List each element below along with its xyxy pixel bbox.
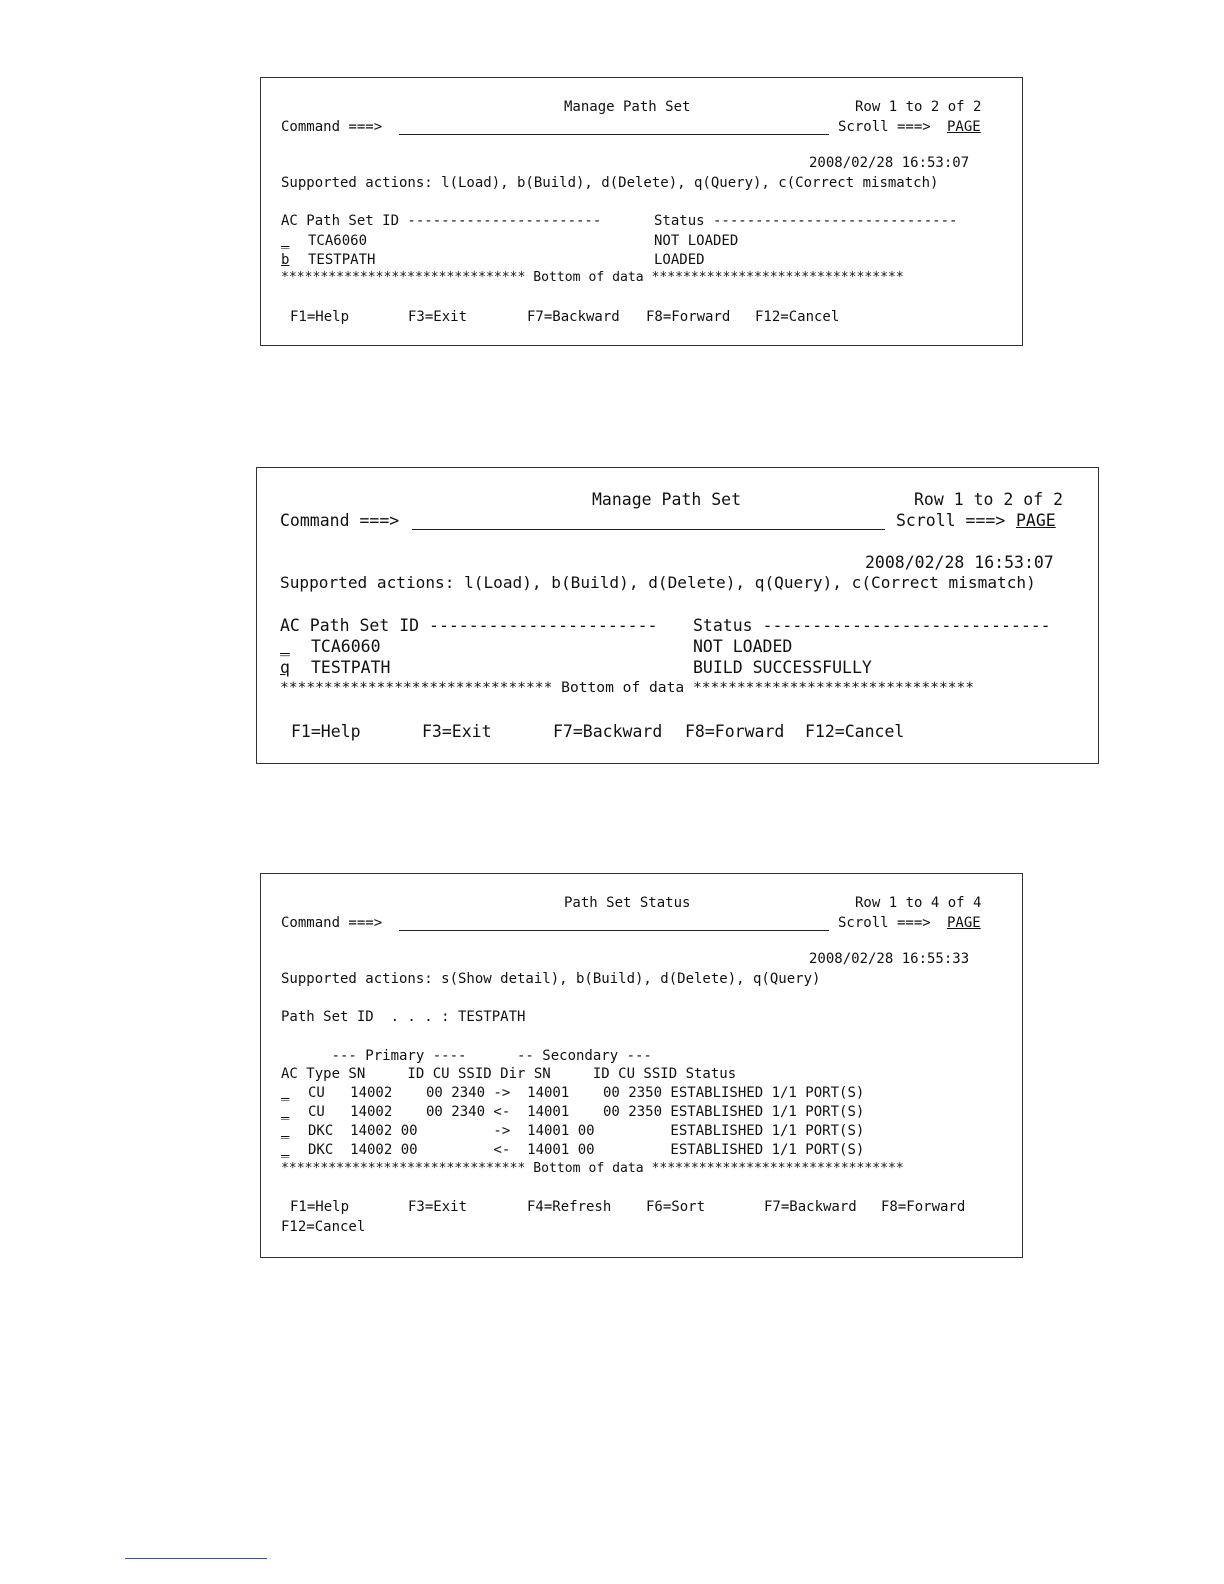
f7-backward-key[interactable]: F7=Backward: [553, 722, 663, 741]
path-set-id-label: Path Set ID . . . : TESTPATH: [281, 1009, 526, 1025]
f1-help-key[interactable]: F1=Help: [291, 722, 361, 741]
command-input[interactable]: [399, 134, 829, 135]
path-status: BUILD SUCCESSFULLY: [693, 658, 872, 677]
column-header-status: Status -----------------------------: [654, 213, 958, 229]
f12-cancel-key[interactable]: F12=Cancel: [805, 722, 905, 741]
f1-help-key[interactable]: F1=Help: [290, 1199, 350, 1215]
f8-forward-key[interactable]: F8=Forward: [685, 722, 785, 741]
path-status: LOADED: [654, 252, 705, 268]
f12-cancel-key[interactable]: F12=Cancel: [755, 309, 840, 325]
path-set-id: TCA6060: [311, 637, 381, 656]
f3-exit-key[interactable]: F3=Exit: [408, 309, 468, 325]
supported-actions: Supported actions: l(Load), b(Build), d(Delete), q(Query), c(Correct mismatch): [280, 573, 1036, 592]
timestamp: 2008/02/28 16:55:33: [809, 951, 970, 967]
path-status-row: DKC 14002 00 -> 14001 00 ESTABLISHED 1/1 PORT(S): [308, 1123, 865, 1139]
action-field[interactable]: _: [280, 637, 290, 656]
scroll-value-field[interactable]: PAGE: [947, 915, 981, 931]
action-field[interactable]: _: [281, 233, 290, 249]
f12-cancel-key[interactable]: F12=Cancel: [281, 1219, 366, 1235]
row-info: Row 1 to 4 of 4: [855, 895, 982, 911]
path-set-id: TESTPATH: [308, 252, 376, 268]
screen-title: Path Set Status: [564, 895, 691, 911]
path-status: NOT LOADED: [654, 233, 739, 249]
row-info: Row 1 to 2 of 2: [855, 99, 982, 115]
path-set-id: TESTPATH: [311, 658, 391, 677]
timestamp: 2008/02/28 16:53:07: [809, 155, 970, 171]
action-field[interactable]: b: [281, 252, 290, 268]
bottom-of-data: ******************************* Bottom of data ********************************: [280, 679, 975, 696]
manage-path-set-screen-1: [260, 77, 1023, 346]
f6-sort-key[interactable]: F6=Sort: [646, 1199, 706, 1215]
command-label: Command ===>: [280, 511, 400, 530]
action-field[interactable]: q: [280, 658, 290, 677]
action-field[interactable]: _: [281, 1104, 290, 1120]
action-field[interactable]: _: [281, 1142, 290, 1158]
screen-title: Manage Path Set: [564, 99, 691, 115]
scroll-label: Scroll ===>: [838, 915, 931, 931]
column-header-status: Status -----------------------------: [693, 616, 1051, 635]
command-input[interactable]: [399, 930, 829, 931]
footnote-rule: [125, 1558, 267, 1559]
f4-refresh-key[interactable]: F4=Refresh: [527, 1199, 612, 1215]
f7-backward-key[interactable]: F7=Backward: [764, 1199, 857, 1215]
supported-actions: Supported actions: l(Load), b(Build), d(Delete), q(Query), c(Correct mismatch): [281, 175, 939, 191]
supported-actions: Supported actions: s(Show detail), b(Build), d(Delete), q(Query): [281, 971, 821, 987]
scroll-value-field[interactable]: PAGE: [1016, 511, 1056, 530]
f8-forward-key[interactable]: F8=Forward: [646, 309, 731, 325]
path-status-row: CU 14002 00 2340 <- 14001 00 2350 ESTABLISHED 1/1 PORT(S): [308, 1104, 865, 1120]
path-status-row: CU 14002 00 2340 -> 14001 00 2350 ESTABLISHED 1/1 PORT(S): [308, 1085, 865, 1101]
action-field[interactable]: _: [281, 1123, 290, 1139]
screen-title: Manage Path Set: [592, 490, 742, 509]
f8-forward-key[interactable]: F8=Forward: [881, 1199, 966, 1215]
scroll-value-field[interactable]: PAGE: [947, 119, 981, 135]
bottom-of-data: ******************************* Bottom of data ********************************: [281, 270, 904, 285]
command-input[interactable]: [412, 529, 885, 530]
manage-path-set-screen-2: [256, 467, 1099, 764]
f3-exit-key[interactable]: F3=Exit: [422, 722, 492, 741]
command-label: Command ===>: [281, 915, 383, 931]
column-header-path-set-id: AC Path Set ID -----------------------: [281, 213, 602, 229]
bottom-of-data: ******************************* Bottom of data ********************************: [281, 1161, 904, 1176]
action-field[interactable]: _: [281, 1085, 290, 1101]
column-header: AC Type SN ID CU SSID Dir SN ID CU SSID Status: [281, 1066, 737, 1082]
timestamp: 2008/02/28 16:53:07: [865, 553, 1054, 572]
f1-help-key[interactable]: F1=Help: [290, 309, 350, 325]
path-status-row: DKC 14002 00 <- 14001 00 ESTABLISHED 1/1 PORT(S): [308, 1142, 865, 1158]
group-header: --- Primary ---- -- Secondary ---: [281, 1048, 652, 1064]
f7-backward-key[interactable]: F7=Backward: [527, 309, 620, 325]
column-header-path-set-id: AC Path Set ID -----------------------: [280, 616, 658, 635]
path-set-id: TCA6060: [308, 233, 368, 249]
scroll-label: Scroll ===>: [896, 511, 1006, 530]
f3-exit-key[interactable]: F3=Exit: [408, 1199, 468, 1215]
row-info: Row 1 to 2 of 2: [914, 490, 1064, 509]
path-set-status-screen: [260, 873, 1023, 1258]
scroll-label: Scroll ===>: [838, 119, 931, 135]
command-label: Command ===>: [281, 119, 383, 135]
path-status: NOT LOADED: [693, 637, 793, 656]
